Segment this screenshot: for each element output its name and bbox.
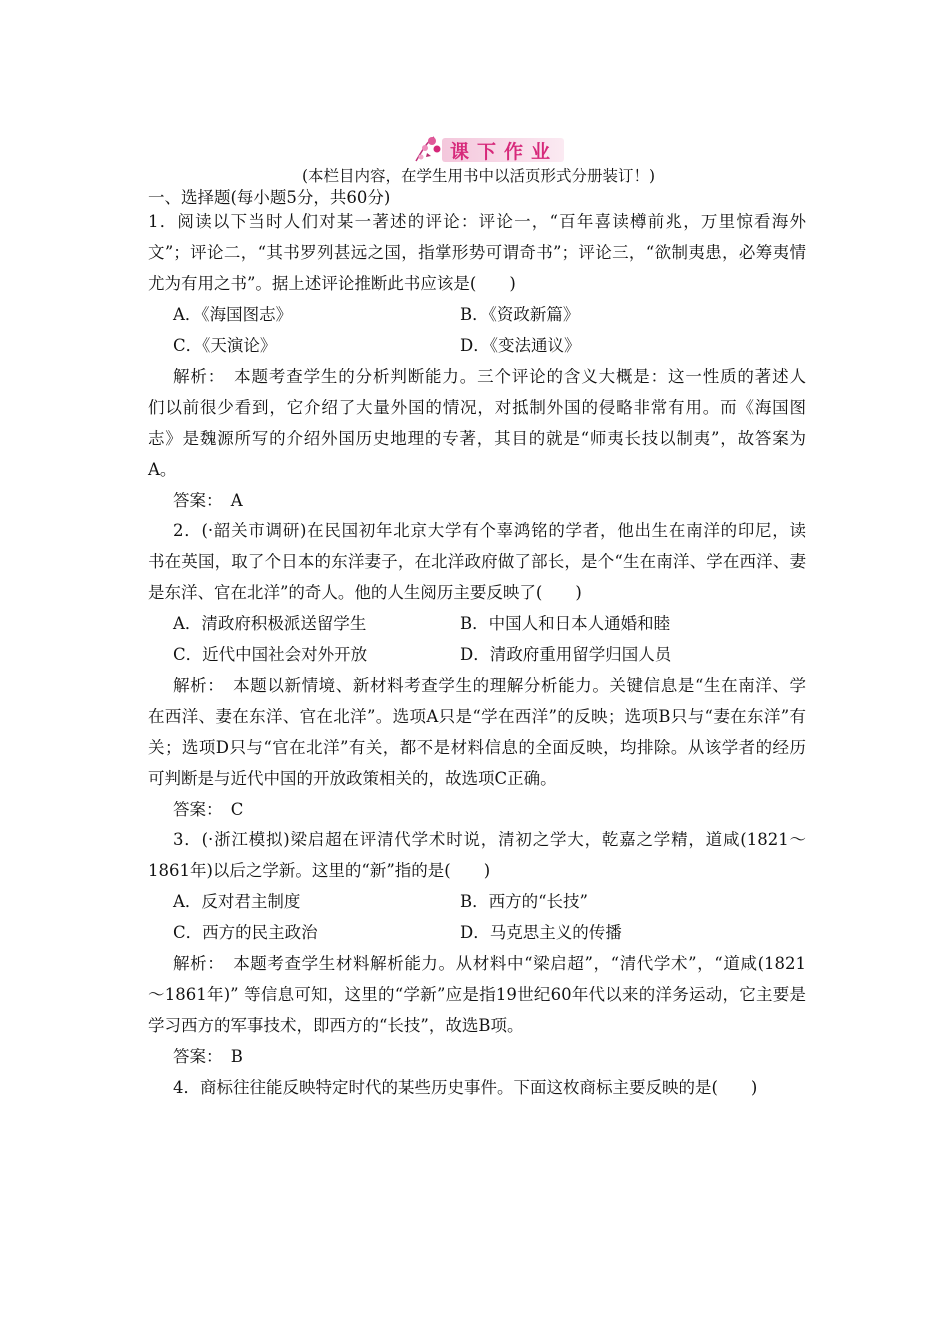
question-1-stem-line: 文”；评论二，“其书罗列甚远之国，指掌形势可谓奇书”；评论三，“欲制夷患，必筹夷情 [148, 243, 806, 262]
question-3-analysis-line: 学习西方的军事技术，即西方的“长技”，故选B项。 [148, 1016, 524, 1035]
question-3-stem-line: 1861年)以后之学新。这里的“新”指的是( ) [148, 861, 491, 880]
question-2-analysis-line: 在西洋、妻在东洋、官在北洋”。选项A只是“学在西洋”的反映；选项B只与“妻在东洋”有 [148, 707, 806, 726]
question-2-option-a: A．清政府积极派送留学生 [173, 614, 367, 633]
question-3-option-c: C．西方的民主政治 [173, 923, 318, 942]
question-1-analysis-line: A。 [148, 460, 177, 479]
question-3-stem-line: 3．(·浙江模拟)梁启超在评清代学术时说，清初之学大，乾嘉之学精，道咸(1821～ [173, 830, 806, 849]
question-3-analysis-line: ～1861年)” 等信息可知，这里的“学新”应是指19世纪60年代以来的洋务运动，它主要是 [148, 985, 806, 1004]
question-1-stem-line: 尤为有用之书”。据上述评论推断此书应该是( ) [148, 274, 516, 293]
question-2-analysis-line: 解析： 本题以新情境、新材料考查学生的理解分析能力。关键信息是“生在南洋、学 [173, 676, 806, 695]
section-header-banner [412, 133, 567, 167]
question-1-stem-line: 1．阅读以下当时人们对某一著述的评论：评论一，“百年喜读樽前兆，万里惊看海外 [148, 212, 806, 231]
section-header-title: 课下作业 [450, 141, 559, 163]
question-2-answer: 答案： C [173, 800, 244, 819]
question-2-analysis-line: 关；选项D只与“官在北洋”有关，都不是材料信息的全面反映，均排除。从该学者的经历 [148, 738, 806, 757]
question-1-option-a: A．《海国图志》 [173, 305, 293, 324]
question-1-option-c: C．《天演论》 [173, 336, 277, 355]
question-3-option-a: A．反对君主制度 [173, 892, 301, 911]
section-title: 一、选择题(每小题5分，共60分) [148, 188, 391, 207]
question-3-option-d: D．马克思主义的传播 [460, 923, 622, 942]
question-3-option-b: B．西方的“长技” [460, 892, 588, 911]
question-2-option-c: C．近代中国社会对外开放 [173, 645, 368, 664]
question-3-analysis-line: 解析： 本题考查学生材料解析能力。从材料中“梁启超”，“清代学术”，“道咸(1821 [173, 954, 806, 973]
question-4-stem-line: 4．商标往往能反映特定时代的某些历史事件。下面这枚商标主要反映的是( ) [173, 1078, 758, 1097]
binding-note: (本栏目内容，在学生用书中以活页形式分册装订！) [302, 167, 656, 185]
question-1-option-b: B．《资政新篇》 [460, 305, 580, 324]
question-2-stem-line: 书在英国，取了个日本的东洋妻子，在北洋政府做了部长，是个“生在南洋、学在西洋、妻 [148, 552, 806, 571]
question-1-analysis-line: 志》是魏源所写的介绍外国历史地理的专著，其目的就是“师夷长技以制夷”，故答案为 [148, 429, 806, 448]
question-2-option-d: D．清政府重用留学归国人员 [460, 645, 672, 664]
question-3-answer: 答案： B [173, 1047, 243, 1066]
question-2-analysis-line: 可判断是与近代中国的开放政策相关的，故选项C正确。 [148, 769, 557, 788]
question-1-analysis-line: 解析： 本题考查学生的分析判断能力。三个评论的含义大概是：这一性质的著述人 [173, 367, 806, 386]
question-2-option-b: B．中国人和日本人通婚和睦 [460, 614, 671, 633]
question-1-answer: 答案： A [173, 491, 243, 510]
question-1-analysis-line: 们以前很少看到，它介绍了大量外国的情况，对抵制外国的侵略非常有用。而《海国图 [148, 398, 806, 417]
question-2-stem-line: 是东洋、官在北洋”的奇人。他的人生阅历主要反映了( ) [148, 583, 582, 602]
question-1-option-d: D．《变法通议》 [460, 336, 581, 355]
question-2-stem-line: 2．(·韶关市调研)在民国初年北京大学有个辜鸿铭的学者，他出生在南洋的印尼，读 [173, 521, 806, 540]
